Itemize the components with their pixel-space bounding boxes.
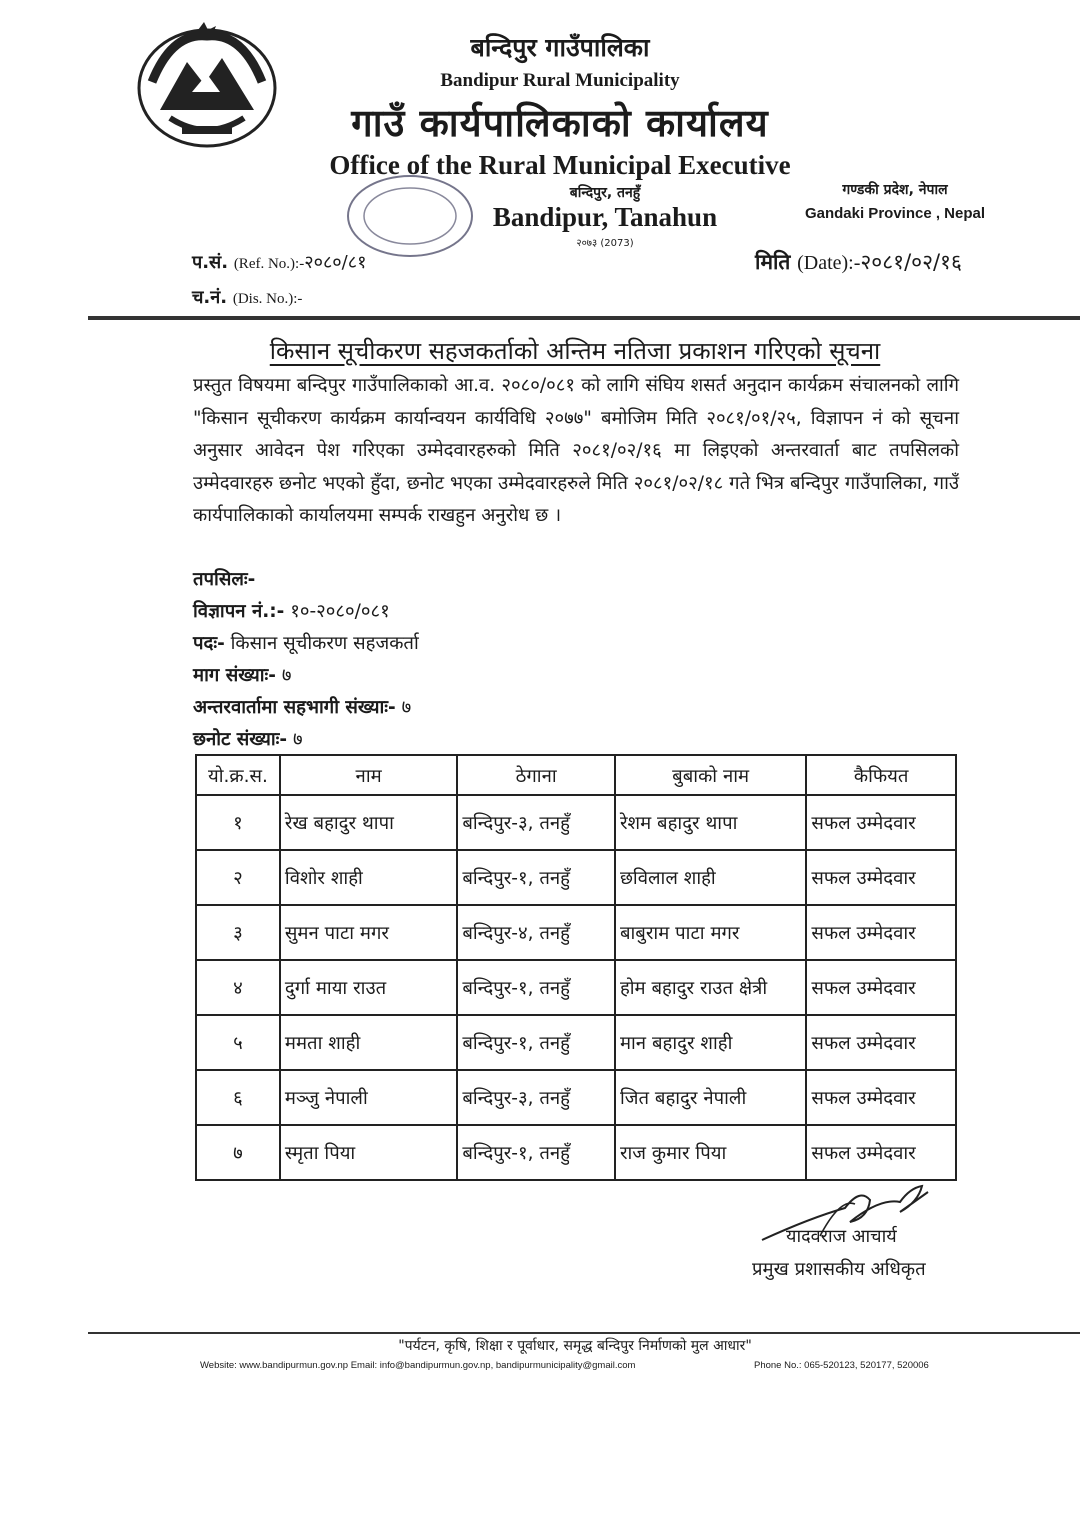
- footer-website[interactable]: Website: www.bandipurmun.gov.np: [200, 1360, 349, 1371]
- table-row: [196, 1070, 956, 1125]
- cell-address: बन्दिपुर-१, तनहुँ: [457, 850, 615, 905]
- nepal-emblem-icon: [132, 22, 282, 152]
- dis-label-np: च.नं.: [192, 287, 228, 308]
- cell-serial: ३: [196, 905, 280, 960]
- footer-contacts: [200, 1360, 635, 1371]
- header-name: नाम: [280, 755, 457, 795]
- notice-body: प्रस्तुत विषयमा बन्दिपुर गाउँपालिकाको आ.व. २०८०/०८१ को लागि संघिय शसर्त अनुदान कार्यक्रम संचालनको लागि "किसान सूचीकरण कार्यक्रम कार्यान्वयन कार्यविधि २०७७" बमोजिम मिति २०८१/०१/२५, विज्ञापन नं को सूचना अनुसार आवेदन पेश गरिएका उम्मेदवारहरुको मिति २०८१/०२/१६ मा लिइएको अन्तरवार्ता बाट तपसिलको उम्मेदवारहरु छनोट भएको हुँदा, छनोट भएका उम्मेदवारहरुले मिति २०८१/०२/१८ गते भित्र बन्दिपुर गाउँपालिका, गाउँ कार्यपालिकाको कार्यालयमा सम्पर्क राखहुन अनुरोध छ ।: [193, 375, 959, 526]
- cell-remarks: सफल उम्मेदवार: [806, 1015, 956, 1070]
- cell-serial: २: [196, 850, 280, 905]
- candidates-table: [195, 754, 957, 1181]
- footer-divider: [88, 1332, 1080, 1334]
- cell-remarks: सफल उम्मेदवार: [806, 850, 956, 905]
- cell-address: बन्दिपुर-३, तनहुँ: [457, 795, 615, 850]
- table-row: [196, 960, 956, 1015]
- date-value: २०८१/०२/१६: [860, 250, 962, 274]
- dispatch-number: [192, 285, 302, 309]
- cell-father-name: जित बहादुर नेपाली: [615, 1070, 806, 1125]
- demand-count: माग संख्याः- ७: [193, 665, 292, 686]
- province-block: [790, 180, 1000, 222]
- date-label-np: मिति: [755, 250, 791, 274]
- header-remarks: कैफियत: [806, 755, 956, 795]
- header-divider: [88, 316, 1080, 320]
- cell-name: ममता शाही: [280, 1015, 457, 1070]
- cell-serial: ४: [196, 960, 280, 1015]
- table-row: [196, 1125, 956, 1180]
- province-np: गण्डकी प्रदेश, नेपाल: [842, 182, 948, 198]
- table-row: [196, 1015, 956, 1070]
- signatory-designation: प्रमुख प्रशासकीय अधिकृत: [752, 1259, 926, 1280]
- established-year: २०७३ (2073): [576, 238, 634, 249]
- table-row: [196, 850, 956, 905]
- cell-remarks: सफल उम्मेदवार: [806, 960, 956, 1015]
- cell-serial: ५: [196, 1015, 280, 1070]
- cell-father-name: बाबुराम पाटा मगर: [615, 905, 806, 960]
- ad-number: विज्ञापन नं.:- १०-२०८०/०८१: [193, 601, 390, 622]
- org-name-np: बन्दिपुर गाउँपालिका: [470, 33, 650, 62]
- date-label-en: (Date):-: [797, 252, 861, 274]
- province-en: Gandaki Province , Nepal: [804, 205, 986, 222]
- header-father-name: बुबाको नाम: [615, 755, 806, 795]
- cell-serial: ७: [196, 1125, 280, 1180]
- header-address: ठेगाना: [457, 755, 615, 795]
- dis-label-en: (Dis. No.):-: [232, 291, 303, 307]
- location-np: बन्दिपुर, तनहुँ: [569, 185, 641, 201]
- cell-serial: ६: [196, 1070, 280, 1125]
- footer-phone: Phone No.: 065-520123, 520177, 520006: [754, 1360, 929, 1371]
- notice-title: किसान सूचीकरण सहजकर्ताको अन्तिम नतिजा प्रकाशन गरिएको सूचना: [269, 337, 881, 365]
- header-serial: यो.क्र.स.: [196, 755, 280, 795]
- cell-address: बन्दिपुर-४, तनहुँ: [457, 905, 615, 960]
- reference-number: [192, 250, 366, 274]
- ref-label-en: (Ref. No.):-: [233, 256, 305, 272]
- cell-father-name: मान बहादुर शाही: [615, 1015, 806, 1070]
- cell-remarks: सफल उम्मेदवार: [806, 1070, 956, 1125]
- selected-count: छनोट संख्याः- ७: [193, 729, 303, 750]
- table-row: [196, 905, 956, 960]
- office-name-np: गाउँ कार्यपालिकाको कार्यालय: [351, 101, 769, 145]
- cell-address: बन्दिपुर-१, तनहुँ: [457, 960, 615, 1015]
- footer-email[interactable]: Email: info@bandipurmun.gov.np, bandipurmunicipality@gmail.com: [350, 1360, 636, 1371]
- post-name: पदः- किसान सूचीकरण सहजकर्ता: [193, 633, 419, 654]
- cell-name: विशोर शाही: [280, 850, 457, 905]
- ref-label-np: प.सं.: [192, 252, 229, 273]
- location-en: Bandipur, Tanahun: [492, 202, 718, 232]
- participant-count: अन्तरवार्तामा सहभागी संख्याः- ७: [193, 697, 412, 718]
- signatory-name: यादवराज आचार्य: [786, 1226, 897, 1247]
- cell-name: स्मृता पिया: [280, 1125, 457, 1180]
- cell-name: रेख बहादुर थापा: [280, 795, 457, 850]
- office-stamp-icon: [335, 168, 475, 263]
- cell-name: दुर्गा माया राउत: [280, 960, 457, 1015]
- cell-name: मञ्जु नेपाली: [280, 1070, 457, 1125]
- cell-address: बन्दिपुर-१, तनहुँ: [457, 1125, 615, 1180]
- ref-value: २०८०/८१: [304, 252, 367, 273]
- cell-address: बन्दिपुर-३, तनहुँ: [457, 1070, 615, 1125]
- cell-address: बन्दिपुर-१, तनहुँ: [457, 1015, 615, 1070]
- cell-remarks: सफल उम्मेदवार: [806, 1125, 956, 1180]
- cell-father-name: छविलाल शाही: [615, 850, 806, 905]
- office-name-en: Office of the Rural Municipal Executive: [329, 150, 791, 180]
- cell-remarks: सफल उम्मेदवार: [806, 795, 956, 850]
- table-row: [196, 795, 956, 850]
- cell-name: सुमन पाटा मगर: [280, 905, 457, 960]
- document-date: [755, 248, 962, 276]
- cell-father-name: होम बहादुर राउत क्षेत्री: [615, 960, 806, 1015]
- cell-father-name: राज कुमार पिया: [615, 1125, 806, 1180]
- table-header-row: [196, 755, 956, 795]
- footer-slogan: "पर्यटन, कृषि, शिक्षा र पूर्वाधार, समृद्ध बन्दिपुर निर्माणको मुल आधार": [398, 1338, 752, 1354]
- cell-serial: १: [196, 795, 280, 850]
- cell-remarks: सफल उम्मेदवार: [806, 905, 956, 960]
- details-label: तपसिलः-: [193, 569, 256, 590]
- org-name-en: Bandipur Rural Municipality: [440, 70, 680, 91]
- cell-father-name: रेशम बहादुर थापा: [615, 795, 806, 850]
